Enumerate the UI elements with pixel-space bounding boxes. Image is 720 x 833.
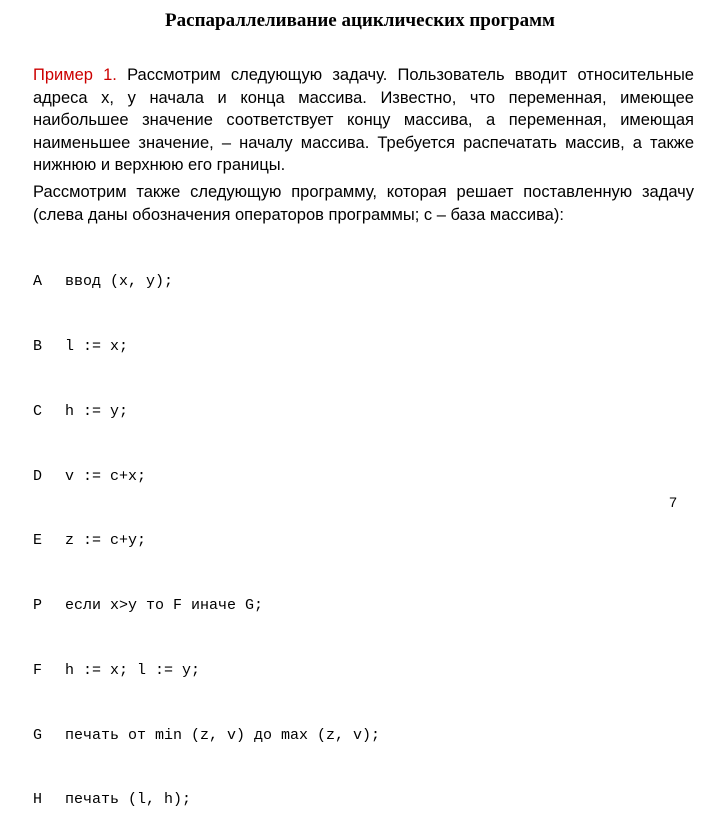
operator-label: P xyxy=(33,597,43,615)
program-intro-paragraph: Рассмотрим также следующую программу, которая решает поставленную задачу (слева даны обозначения операторов программы; c – база массива): xyxy=(33,183,694,224)
example-label: Пример 1. xyxy=(33,66,117,84)
operator-label: G xyxy=(33,726,43,744)
operator-label: A xyxy=(33,273,43,291)
program-line xyxy=(33,336,380,358)
program-line xyxy=(33,789,380,811)
page-number: 7 xyxy=(669,494,677,510)
operator-label: C xyxy=(33,402,43,420)
operator-code: l := x; xyxy=(65,337,129,355)
program-listing xyxy=(33,228,380,833)
operator-code: печать (l, h); xyxy=(65,791,192,809)
example-paragraph xyxy=(33,64,694,177)
operator-label: E xyxy=(33,532,43,550)
operator-code: печать от min (z, v) до max (z, v); xyxy=(65,726,381,744)
program-line xyxy=(33,466,380,488)
program-line xyxy=(33,401,380,423)
program-line xyxy=(33,725,380,747)
program-line xyxy=(33,530,380,552)
operator-label: B xyxy=(33,337,43,355)
program-line xyxy=(33,595,380,617)
operator-label: H xyxy=(33,791,43,809)
operator-code: ввод (x, y); xyxy=(65,273,174,291)
operator-code: если x>y то F иначе G; xyxy=(65,597,264,615)
operator-label: F xyxy=(33,661,43,679)
operator-code: z := c+y; xyxy=(65,532,147,550)
program-line xyxy=(33,271,380,293)
program-line xyxy=(33,660,380,682)
operator-label: D xyxy=(33,467,43,485)
slide-title: Распараллеливание ациклических программ xyxy=(165,10,555,31)
example-body: Рассмотрим следующую задачу. Пользователь вводит относительные адреса x, y начала и конца массива. Известно, что переменная, имеющее наибольшее значение соответствует концу массива, а переменная, имеющая наименьшее значение, – началу массива. Требуется распечатать массив, а также нижнюю и верхнюю его границы. xyxy=(33,66,694,174)
operator-code: h := x; l := y; xyxy=(65,661,201,679)
operator-code: h := y; xyxy=(65,402,129,420)
operator-code: v := c+x; xyxy=(65,467,147,485)
